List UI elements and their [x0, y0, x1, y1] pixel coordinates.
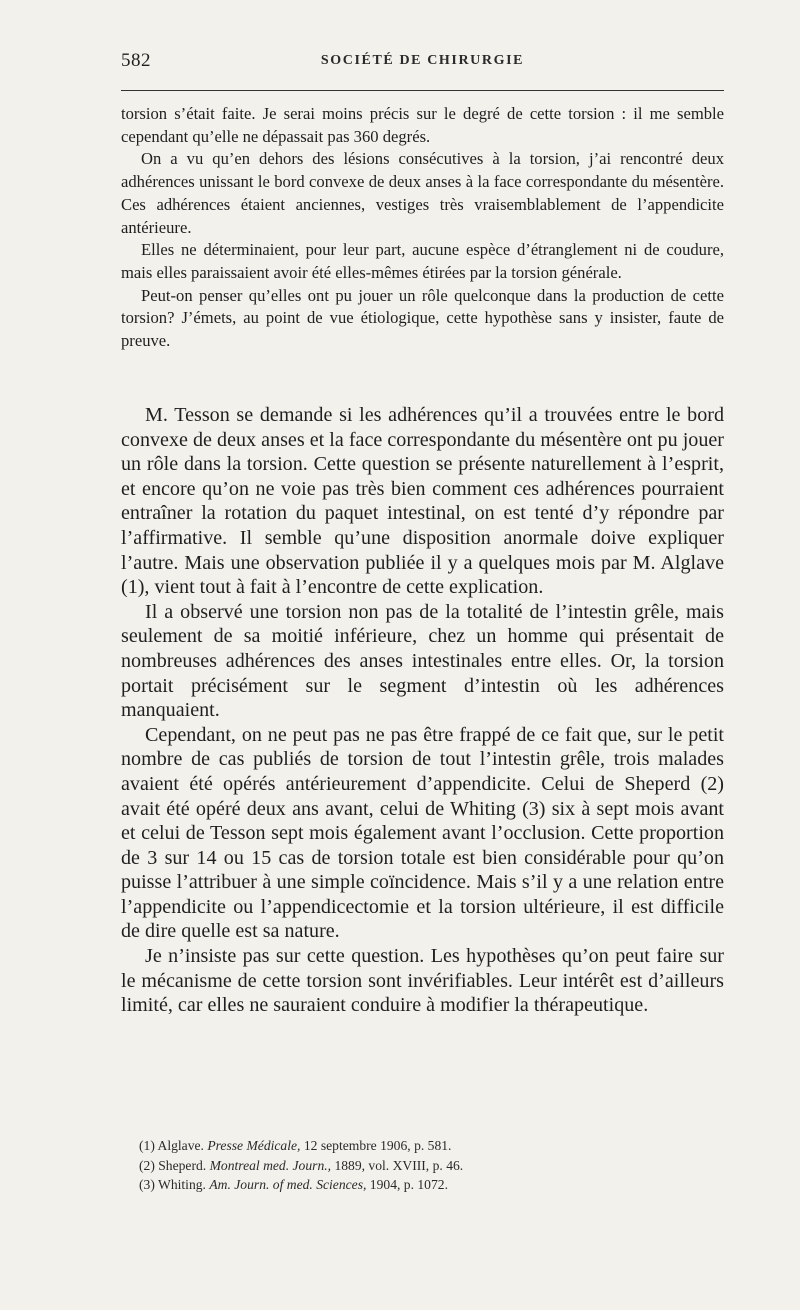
footnote-author: (2) Sheperd. — [139, 1157, 210, 1173]
footnote-details: 1889, vol. XVIII, p. 46. — [331, 1157, 464, 1173]
paragraph: On a vu qu’en dehors des lésions consécutives à la torsion, j’ai rencontré deux adhérences unissant le bord convexe de deux anses à la face correspondante du mésentère. Ces adhérences étaient anciennes, vestiges très vraisemblablement de l’appendicite antérieure. — [121, 149, 724, 237]
main-body-text — [121, 403, 724, 1018]
paragraph: Cependant, on ne peut pas ne pas être frappé de ce fait que, sur le petit nombre de cas publiés de torsion de tout l’intestin grêle, trois malades avaient été opérés antérieurement d’appendicite. Celui de Sheperd (2) avait été opéré deux ans avant, celui de Whiting (3) six à sept mois avant et celui de Tesson sept mois également avant l’occlusion. Cette proportion de 3 sur 14 ou 15 cas de torsion totale est bien considérable pour qu’on puisse l’attribuer à une simple coïncidence. Mais s’il y a une relation entre l’appendicite ou l’appendicectomie et la torsion ultérieure, il est difficile de dire quelle est sa nature. — [121, 723, 724, 943]
footnote — [139, 1136, 724, 1156]
page-number: 582 — [121, 50, 151, 71]
paragraph: torsion s’était faite. Je serai moins précis sur le degré de cette torsion : il me semble cependant qu’elle ne dépassait pas 360 degrés. — [121, 104, 724, 146]
footnote-details: 1904, p. 1072. — [366, 1177, 448, 1192]
footnotes — [139, 1136, 724, 1195]
header-rule — [121, 90, 724, 91]
paragraph: Elles ne déterminaient, pour leur part, aucune espèce d’étranglement ni de coudure, mais elles paraissaient avoir été elles-mêmes étirées par la torsion générale. — [121, 240, 724, 282]
footnote — [139, 1156, 724, 1176]
running-head: SOCIÉTÉ DE CHIRURGIE — [320, 53, 525, 68]
footnote-author: (1) Alglave. — [139, 1138, 208, 1153]
footnote-citation: Montreal med. Journ., — [209, 1157, 332, 1173]
paragraph: Peut-on penser qu’elles ont pu jouer un rôle quelconque dans la production de cette torsion? J’émets, au point de vue étiologique, cette hypothèse sans y insister, faute de preuve. — [121, 285, 724, 351]
footnote — [139, 1175, 724, 1195]
footnote-details: 12 septembre 1906, p. 581. — [300, 1138, 452, 1153]
footnote-author: (3) Whiting. — [139, 1177, 210, 1192]
footnote-citation: Presse Médicale, — [207, 1138, 301, 1153]
paragraph: Il a observé une torsion non pas de la totalité de l’intestin grêle, mais seulement de sa moitié inférieure, chez un homme qui présentait de nombreuses adhérences des anses intestinales entre elles. Or, la torsion portait précisément sur le segment d’intestin où les adhérences manquaient. — [121, 600, 724, 722]
quoted-report-text — [121, 103, 724, 353]
paragraph: Je n’insiste pas sur cette question. Les hypothèses qu’on peut faire sur le mécanisme de cette torsion sont invérifiables. Leur intérêt est d’ailleurs limité, car elles ne sauraient conduire à modifier la thérapeutique. — [121, 945, 724, 1017]
paragraph: M. Tesson se demande si les adhérences qu’il a trouvées entre le bord convexe de deux anses et la face correspondante du mésentère ont pu jouer un rôle dans la torsion. Cette question se présente naturellement à l’esprit, et encore qu’on ne voie pas très bien comment ces adhérences pourraient entraîner la rotation du paquet intestinal, on est tenté d’y répondre par l’affirmative. Il semble qu’une disposition anormale doive expliquer l’autre. Mais une observation publiée il y a quelques mois par M. Alglave (1), vient tout à fait à l’encontre de cette explication. — [121, 404, 724, 599]
footnote-citation: Am. Journ. of med. Sciences, — [209, 1177, 367, 1192]
page-header — [121, 50, 724, 74]
